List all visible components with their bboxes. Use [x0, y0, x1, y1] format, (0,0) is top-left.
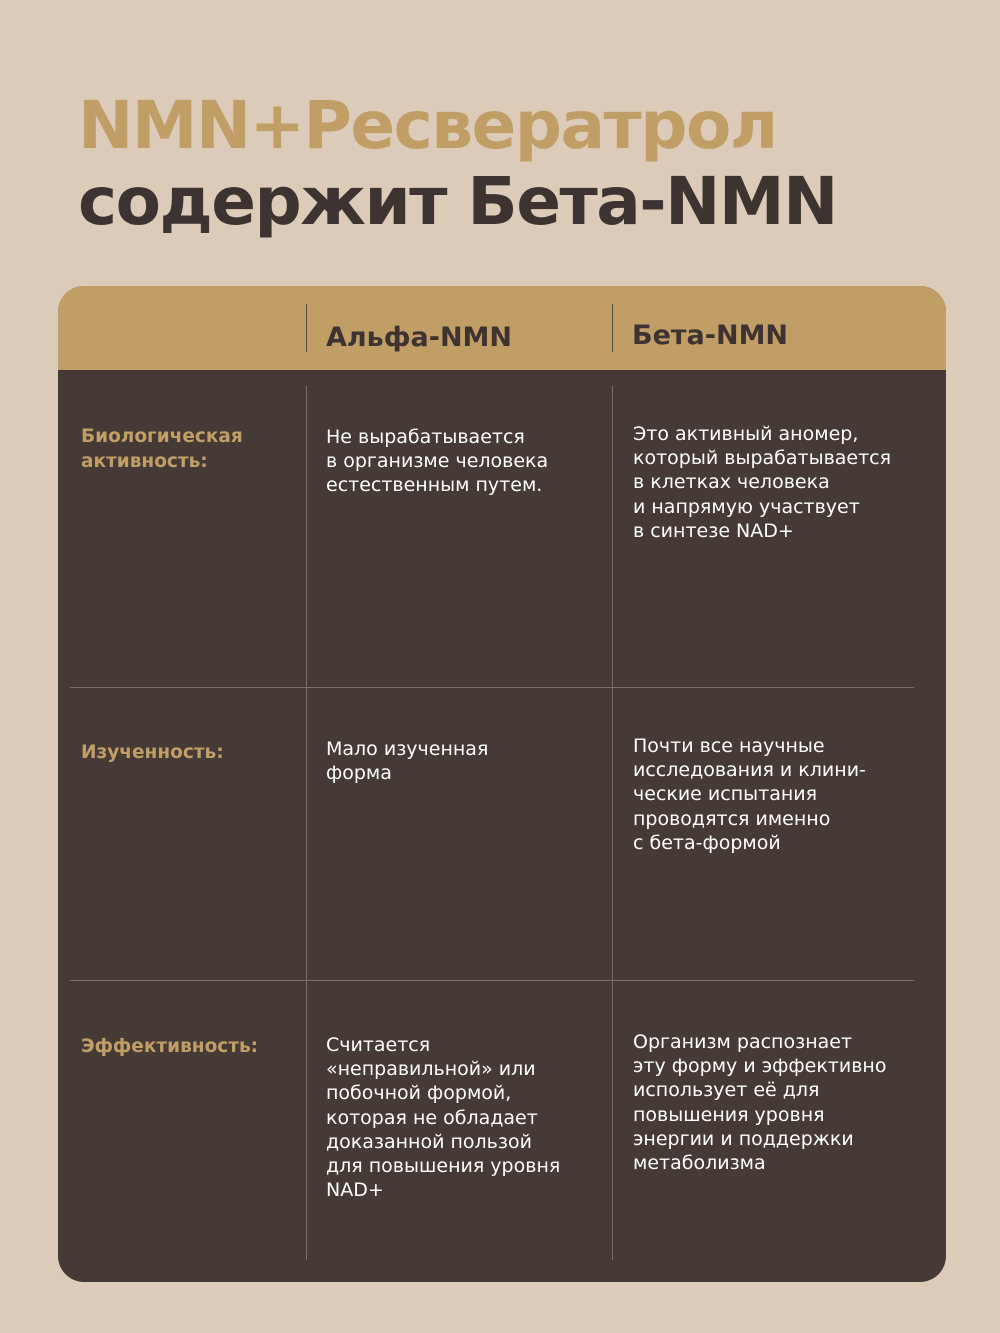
column-header-alpha-nmn: Альфа-NMN: [326, 322, 513, 353]
header-divider: [306, 304, 307, 352]
headline-line-1: NMN+Ресвератрол: [78, 87, 777, 164]
table-header: [58, 286, 946, 370]
column-divider: [306, 386, 307, 1260]
row-divider: [70, 980, 914, 981]
column-header-beta-nmn: Бета-NMN: [632, 320, 789, 351]
row-label-effectiveness: Эффективность:: [81, 1036, 259, 1057]
cell-beta-research-level: Почти все научные исследования и клини- ческие испытания проводятся именно с бета-формой: [633, 735, 866, 854]
header-divider: [612, 304, 613, 352]
cell-alpha-effectiveness: Считается «неправильной» или побочной формой, которая не обладает доказанной пользой для повышения уровня NAD+: [326, 1034, 561, 1202]
cell-beta-biological-activity: Это активный аномер, который вырабатывается в клетках человека и напрямую участвует в синтезе NAD+: [633, 423, 892, 542]
cell-alpha-biological-activity: Не вырабатывается в организме человека естественным путем.: [326, 426, 549, 497]
cell-alpha-research-level: Мало изученная форма: [326, 738, 489, 785]
row-label-biological-activity: Биологическая активность:: [81, 426, 243, 472]
comparison-table: [58, 286, 946, 1282]
cell-beta-effectiveness: Организм распознает эту форму и эффективно использует её для повышения уровня энергии и поддержки метаболизма: [633, 1031, 887, 1175]
row-divider: [70, 687, 914, 688]
headline: [78, 88, 958, 240]
headline-line-2: содержит Бета-NMN: [78, 163, 837, 240]
row-label-research-level: Изученность:: [81, 742, 224, 763]
